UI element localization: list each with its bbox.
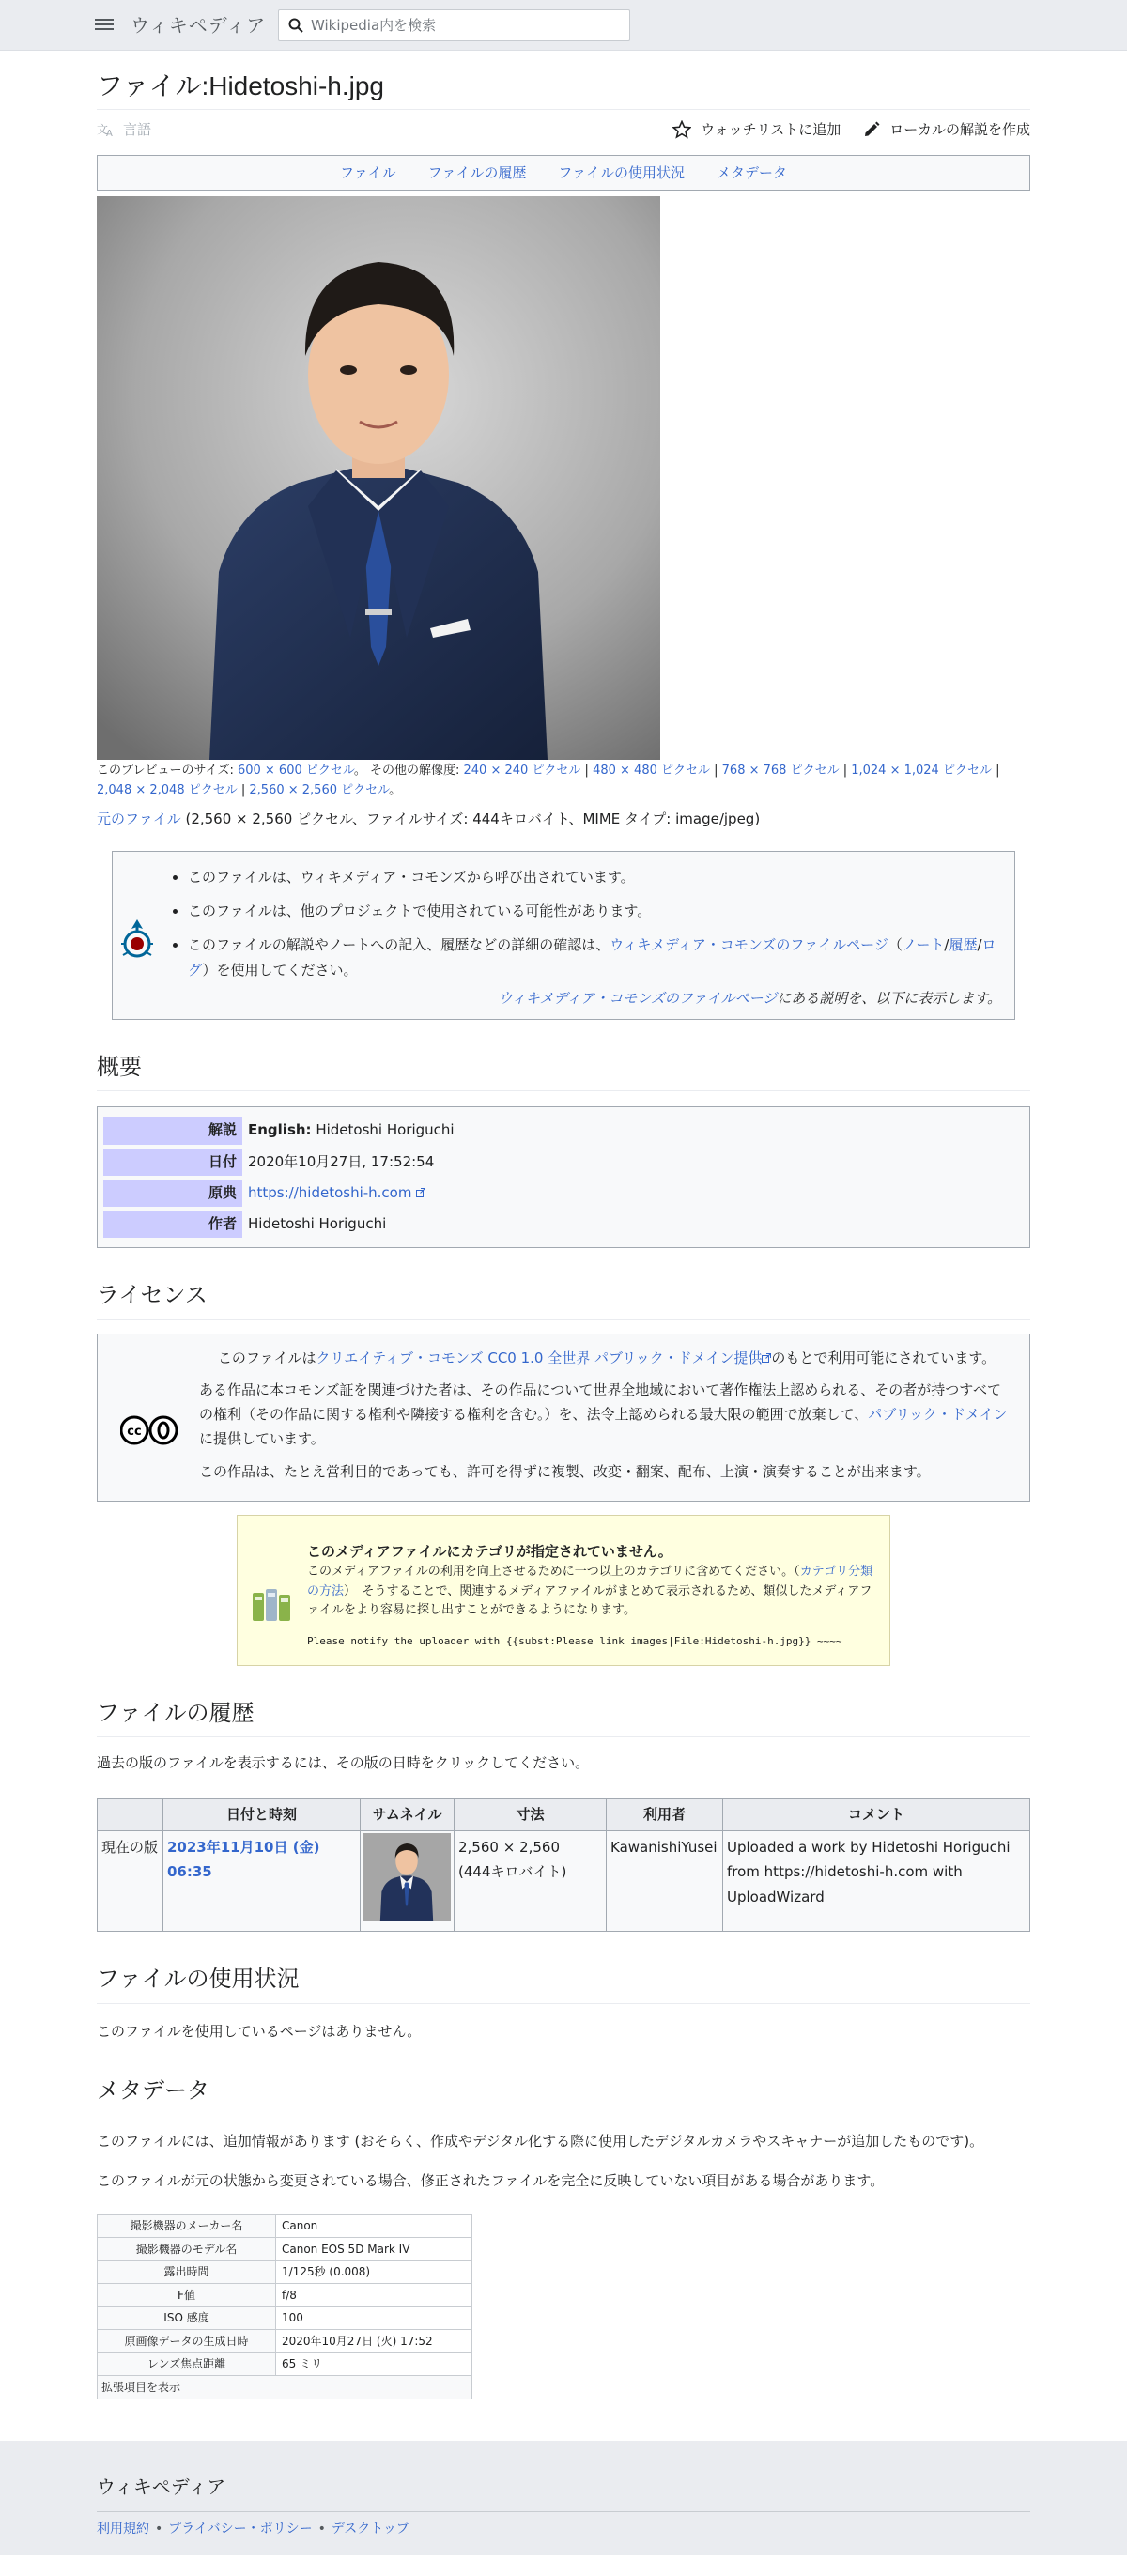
metadata-key: ISO 感度 <box>98 2306 276 2330</box>
metadata-key: 原画像データの生成日時 <box>98 2330 276 2353</box>
summary-source-cell <box>242 1180 460 1207</box>
metadata-expand-toggle[interactable]: 拡張項目を表示 <box>101 2380 181 2394</box>
table-row <box>98 2352 472 2376</box>
svg-text:A: A <box>106 129 113 138</box>
license-heading: ライセンス <box>97 1278 1030 1319</box>
resolution-2560-link[interactable]: 2,560 × 2,560 ピクセル <box>249 782 390 797</box>
create-local-button[interactable] <box>863 119 1030 141</box>
summary-date-value: 2020年10月27日, 17:52:54 <box>248 1152 435 1170</box>
commons-item-3-c: ）を使用してください。 <box>202 961 358 979</box>
summary-table <box>97 1106 1030 1248</box>
footer-terms-link[interactable]: 利用規約 <box>97 2521 149 2537</box>
usage-heading: ファイルの使用状況 <box>97 1962 1030 2003</box>
commons-paren-open: （ <box>888 936 903 954</box>
resolution-2048-link[interactable]: 2,048 × 2,048 ピクセル <box>97 782 238 797</box>
footer-separator: • <box>155 2521 163 2537</box>
resolution-1024-link[interactable]: 1,024 × 1,024 ピクセル <box>851 764 992 779</box>
no-category-notice <box>237 1515 890 1666</box>
svg-text:文: 文 <box>97 123 109 137</box>
metadata-value: 2020年10月27日 (火) 17:52 <box>276 2330 472 2353</box>
metadata-value: Canon EOS 5D Mark IV <box>276 2238 472 2261</box>
summary-source-link[interactable]: https://hidetoshi-h.com <box>248 1183 412 1201</box>
commons-item-3-a: このファイルの解説やノートへの記入、履歴などの詳細の確認は、 <box>188 936 610 954</box>
metadata-value: 100 <box>276 2306 472 2330</box>
history-col-datetime: 日付と時刻 <box>163 1799 361 1831</box>
commons-history-link[interactable]: 履歴 <box>949 936 978 954</box>
summary-date-label: 日付 <box>103 1149 242 1176</box>
summary-source-label: 原典 <box>103 1180 242 1207</box>
metadata-key: F値 <box>98 2284 276 2307</box>
summary-description-value <box>242 1117 460 1144</box>
commons-slash-2: / <box>977 936 982 954</box>
summary-row-date <box>103 1149 460 1176</box>
commons-talk-link[interactable]: ノート <box>902 936 945 954</box>
license-p2-a: ある作品に本コモンズ証を関連づけた者は、その作品について世界全地域において著作権法上認められる、その者が持つすべての権利（その作品に関する権利や隣接する権利を含む。）を、法令上認められる最大限の範囲で放棄して、 <box>199 1381 1001 1424</box>
toc-history[interactable]: ファイルの履歴 <box>427 163 527 181</box>
translate-icon <box>97 122 116 137</box>
svg-text:cc: cc <box>127 1424 142 1439</box>
create-local-label: ローカルの解説を作成 <box>889 120 1030 138</box>
history-heading: ファイルの履歴 <box>97 1696 1030 1737</box>
history-dimensions: 2,560 × 2,560 <box>458 1839 560 1857</box>
external-link-icon <box>416 1188 425 1197</box>
history-comment: Uploaded a work by Hidetoshi Horiguchi from https://hidetoshi-h.com with UploadWizard <box>723 1831 1030 1932</box>
metadata-table <box>97 2214 472 2399</box>
file-toc <box>97 155 1030 191</box>
history-dimensions-cell <box>455 1831 607 1932</box>
table-row <box>98 2330 472 2353</box>
summary-heading: 概要 <box>97 1050 1030 1091</box>
metadata-value: 65 ミリ <box>276 2352 472 2376</box>
summary-row-author <box>103 1211 460 1238</box>
history-status: 現在の版 <box>98 1831 163 1932</box>
history-user: KawanishiYusei <box>607 1831 723 1932</box>
toc-usage[interactable]: ファイルの使用状況 <box>558 163 686 181</box>
license-p1-a: このファイルは <box>217 1349 316 1366</box>
history-table <box>97 1798 1030 1932</box>
table-row <box>98 2214 472 2238</box>
metadata-key: 撮影機器のメーカー名 <box>98 2214 276 2238</box>
original-file-info: (2,560 × 2,560 ピクセル、ファイルサイズ: 444キロバイト、MIME タイプ: image/jpeg) <box>180 810 761 827</box>
history-thumbnail-cell <box>361 1831 455 1932</box>
history-intro: 過去の版のファイルを表示するには、その版の日時をクリックしてください。 <box>97 1753 590 1771</box>
commons-item-3 <box>188 933 1001 982</box>
preview-end: 。 <box>389 782 402 797</box>
summary-row-description <box>103 1117 460 1144</box>
commons-log-link[interactable]: ログ <box>188 936 996 979</box>
table-row <box>98 1831 1030 1932</box>
no-category-notify: Please notify the uploader with {{subst:Please link images|File:Hidetoshi-h.jpg}} ~~~~ <box>307 1635 842 1648</box>
footer-links <box>97 2520 1030 2540</box>
license-box <box>97 1334 1030 1502</box>
original-file-line <box>97 809 1030 830</box>
toc-metadata[interactable]: メタデータ <box>717 163 788 181</box>
resolution-240-link[interactable]: 240 × 240 ピクセル <box>463 764 581 779</box>
license-text-3: この作品は、たとえ営利目的であっても、許可を得ずに複製、改変・翻案、配布、上演・演奏することが出来ます。 <box>199 1462 931 1480</box>
search-input[interactable] <box>311 17 611 34</box>
metadata-text-2: このファイルが元の状態から変更されている場合、修正されたファイルを完全に反映していない項目がある場合があります。 <box>97 2172 885 2190</box>
summary-author-label: 作者 <box>103 1211 242 1238</box>
history-datetime-link[interactable]: 2023年11月10日 (金) 06:35 <box>167 1839 320 1881</box>
history-header-row <box>98 1799 1030 1831</box>
commons-item-1: • このファイルは、ウィキメディア・コモンズから呼び出されています。 <box>188 865 1001 889</box>
language-label: 言語 <box>123 120 152 138</box>
summary-row-source <box>103 1180 460 1207</box>
wikimedia-commons-icon <box>118 918 156 964</box>
history-col-thumbnail: サムネイル <box>361 1799 455 1831</box>
site-wordmark[interactable]: ウィキペディア <box>131 14 267 37</box>
preview-other-label: 。 その他の解像度: <box>353 764 464 779</box>
history-col-comment: コメント <box>723 1799 1030 1831</box>
license-p1-b: のもとで利用可能にされています。 <box>771 1349 996 1366</box>
summary-author-value: Hidetoshi Horiguchi <box>248 1215 387 1233</box>
external-link-icon <box>762 1353 771 1363</box>
commons-notice <box>112 851 1015 1020</box>
commons-file-page-link[interactable]: ウィキメディア・コモンズのファイルページ <box>610 936 888 954</box>
commons-item-2: • このファイルは、他のプロジェクトで使用されている可能性があります。 <box>188 899 1001 923</box>
search-icon <box>288 18 303 33</box>
usage-text: このファイルを使用しているページはありません。 <box>97 2022 422 2040</box>
category-howto-link[interactable]: カテゴリ分類の方法 <box>307 1564 873 1598</box>
toc-file[interactable]: ファイル <box>339 163 396 181</box>
table-row <box>98 2238 472 2261</box>
file-preview-image[interactable] <box>97 196 660 760</box>
license-text-1 <box>199 1346 1014 1370</box>
no-category-text <box>307 1563 878 1621</box>
table-row <box>98 2284 472 2307</box>
commons-description-note <box>167 988 1001 1010</box>
original-file-link[interactable]: 元のファイル <box>97 810 181 827</box>
top-header <box>0 0 1127 51</box>
summary-description-lang: English: <box>248 1121 312 1139</box>
commons-note-link[interactable]: ウィキメディア・コモンズのファイルページ <box>498 989 778 1007</box>
preview-size-link[interactable]: 600 × 600 ピクセル <box>237 764 354 779</box>
language-button[interactable] <box>97 119 151 141</box>
metadata-expand-cell <box>98 2376 472 2399</box>
no-category-title: このメディアファイルにカテゴリが指定されていません。 <box>307 1542 672 1560</box>
history-col-blank <box>98 1799 163 1831</box>
page-actions-bar <box>97 110 1030 149</box>
star-icon <box>672 120 691 139</box>
public-domain-link[interactable]: パブリック・ドメイン <box>868 1406 1008 1424</box>
category-icon <box>251 1583 292 1625</box>
history-thumbnail[interactable] <box>363 1833 451 1921</box>
search-box[interactable] <box>278 9 630 41</box>
history-datetime-cell <box>163 1831 361 1932</box>
footer <box>0 2441 1127 2555</box>
page-title: ファイル:Hidetoshi-h.jpg <box>97 71 384 100</box>
watchlist-label: ウォッチリストに追加 <box>701 120 841 138</box>
footer-separator: • <box>317 2521 326 2537</box>
no-category-text-b: ） そうすることで、関連するメディアファイルがまとめて表示されるため、類似したメディアファイルをより容易に探し出すことができるようになります。 <box>307 1583 872 1618</box>
table-row <box>98 2260 472 2284</box>
metadata-value: f/8 <box>276 2284 472 2307</box>
footer-privacy-link[interactable]: プライバシー・ポリシー <box>168 2521 313 2537</box>
metadata-key: 撮影機器のモデル名 <box>98 2238 276 2261</box>
preview-sizes: このプレビューのサイズ: 600 × 600 ピクセル。 その他の解像度: 240 × 240 ピクセル | 480 × 480 ピクセル | 768 × 768 ピクセル | 1,024 × 1,024 ピクセル | 2,048 × 2,048 ピクセル | 2,560 × 2,560 ピクセル。 <box>97 764 1000 797</box>
resolution-480-link[interactable]: 480 × 480 ピクセル <box>593 764 710 779</box>
pencil-icon <box>863 121 880 138</box>
table-row <box>98 2306 472 2330</box>
footer-wordmark[interactable]: ウィキペディア <box>97 2473 1030 2512</box>
footer-desktop-link[interactable]: デスクトップ <box>331 2521 409 2537</box>
metadata-key: 露出時間 <box>98 2260 276 2284</box>
history-col-dimensions: 寸法 <box>455 1799 607 1831</box>
cc-zero-icon <box>120 1415 178 1445</box>
history-filesize: (444キロバイト) <box>458 1863 567 1881</box>
preview-prefix: このプレビューのサイズ: <box>97 764 238 779</box>
history-col-user: 利用者 <box>607 1799 723 1831</box>
commons-slash-1: / <box>944 936 949 954</box>
metadata-value: Canon <box>276 2214 472 2238</box>
metadata-heading: メタデータ <box>97 2077 209 2104</box>
commons-note-text: にある説明を、以下に表示します。 <box>777 989 1001 1007</box>
license-text-2 <box>199 1378 1014 1452</box>
license-p2-b: に提供しています。 <box>199 1430 325 1448</box>
resolution-768-link[interactable]: 768 × 768 ピクセル <box>721 764 840 779</box>
summary-description-label: 解説 <box>103 1117 242 1144</box>
metadata-text-1: このファイルには、追加情報があります (おそらく、作成やデジタル化する際に使用したデジタルカメラやスキャナーが追加したものです)。 <box>97 2133 984 2151</box>
menu-icon[interactable] <box>95 16 114 33</box>
summary-description-text: Hidetoshi Horiguchi <box>311 1121 455 1139</box>
table-row <box>98 2376 472 2399</box>
cc0-link[interactable]: クリエイティブ・コモンズ CC0 1.0 全世界 パブリック・ドメイン提供 <box>316 1349 763 1366</box>
main-content <box>97 69 1030 2399</box>
no-category-text-a: このメディアファイルの利用を向上させるために一つ以上のカテゴリに含めてください。（ <box>307 1564 800 1579</box>
watchlist-button[interactable] <box>672 119 841 141</box>
metadata-key: レンズ焦点距離 <box>98 2352 276 2376</box>
metadata-value: 1/125秒 (0.008) <box>276 2260 472 2284</box>
